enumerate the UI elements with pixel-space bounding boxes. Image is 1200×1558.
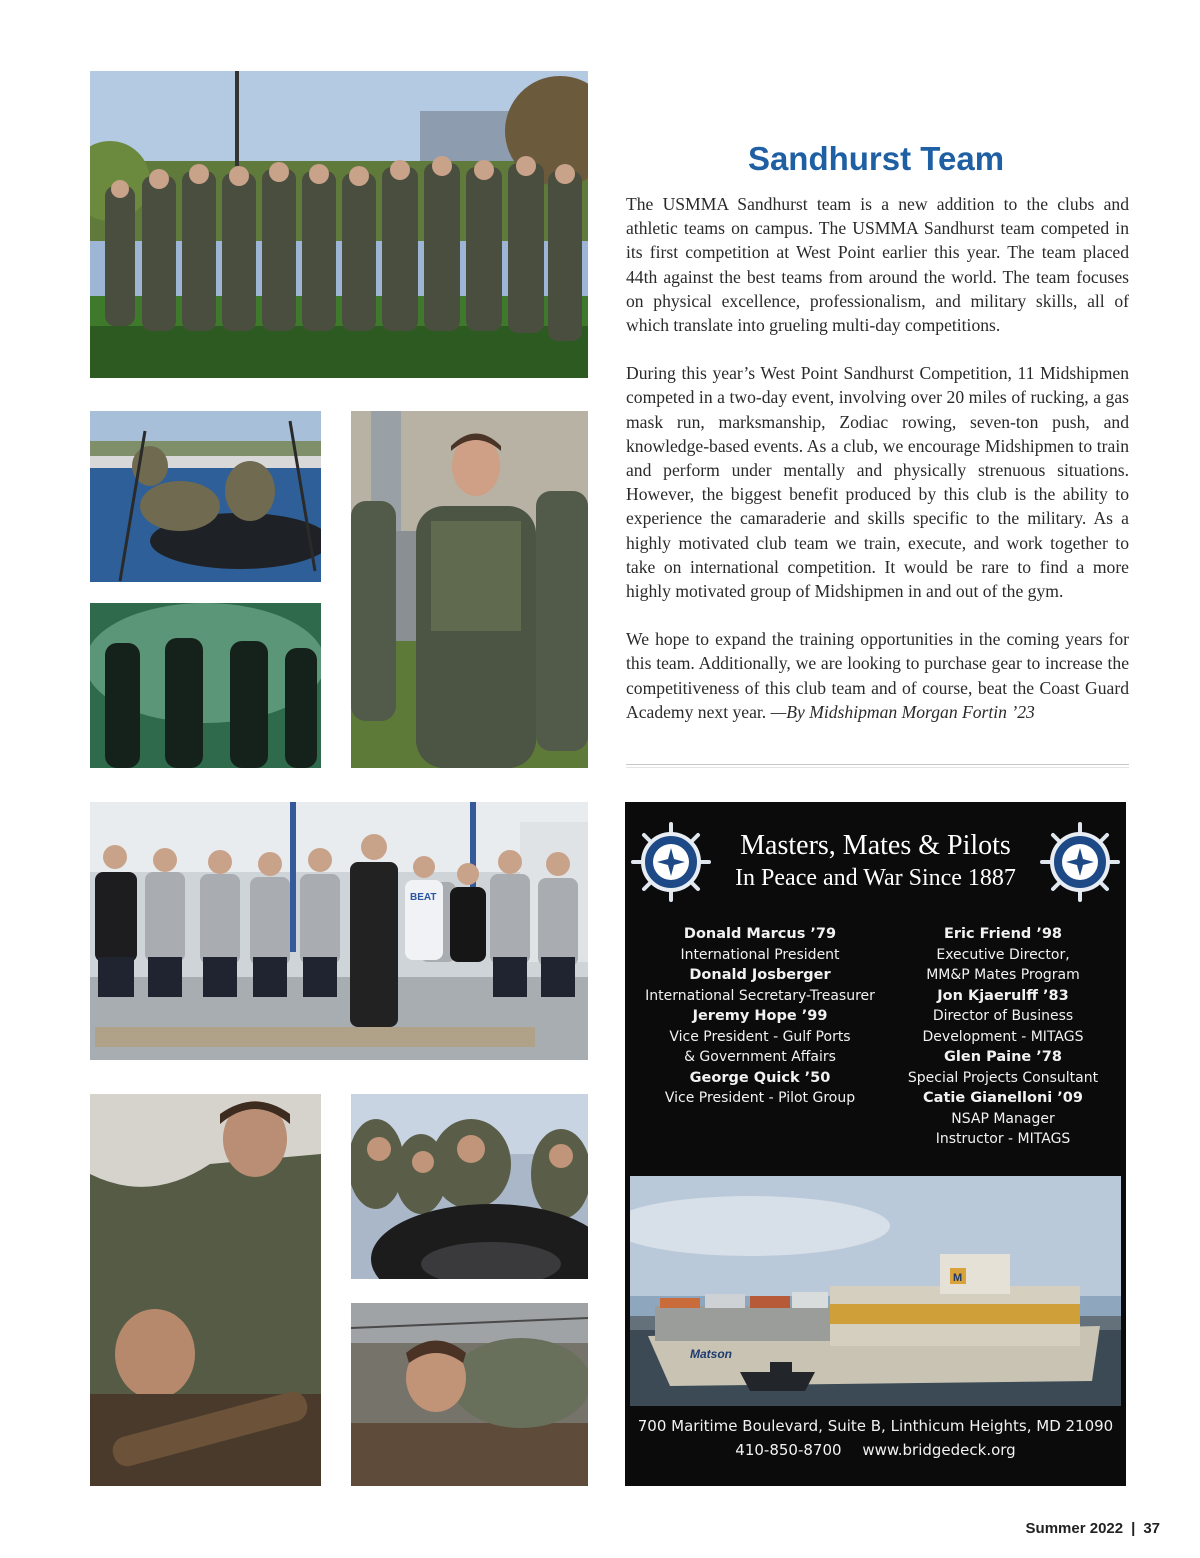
mmp-advertisement — [625, 802, 1126, 1486]
officer-name: Donald Josberger — [689, 967, 831, 983]
officer-role: Instructor - MITAGS — [935, 1131, 1071, 1147]
article-paragraph: The USMMA Sandhurst team is a new addition to the clubs and athletic teams on campus. The USMMA Sandhurst team competed in its first competition at West Point earlier this year. The team placed 44th against the best teams from around the world. The team focuses on physical excellence, professionalism, and military skills, all of which translate into grueling multi-day competitions. — [626, 194, 1129, 336]
officer-name: Donald Marcus ’79 — [683, 926, 837, 942]
officer-role: International President — [680, 946, 840, 963]
ad-title-line1: Masters, Mates & Pilots — [740, 830, 1011, 861]
officer-role: Executive Director, — [936, 946, 1070, 963]
ship-funnel-letter: M — [953, 1272, 963, 1284]
photo-low-crawl — [351, 1303, 588, 1486]
article-paragraph-last — [626, 627, 1129, 724]
officer-name: Jon Kjaerulff ’83 — [937, 987, 1069, 1004]
article-byline: —By Midshipman Morgan Fortin ’23 — [770, 701, 1035, 722]
page-folio — [1026, 1520, 1160, 1537]
ad-phone: 410-850-8700 — [735, 1441, 842, 1459]
ad-title — [625, 830, 1126, 894]
photo-zodiac-rowing — [90, 411, 321, 582]
article-headline: Sandhurst Team — [747, 140, 1005, 177]
photo-tire-flip — [351, 1094, 588, 1279]
article-paragraph: During this year’s West Point Sandhurst Competition, 11 Midshipmen competed in a two-day event, involving over 20 miles of rucking, a gas mask run, marksmanship, Zodiac rowing, seven-ton push, and knowledge-based events. As a club, we encourage Midshipmen to train and perform under mentally and physically strenuous situations. However, the biggest benefit produced by this club is the ability to experience the camaraderie and skills specific to the military. As a highly motivated club team we train, execute, and work together to take on international competition. It would be rare to find a more highly motivated group of Midshipmen in and out of the gym. — [626, 363, 1129, 602]
section-divider — [626, 764, 1129, 768]
officer-role: NSAP Manager — [951, 1110, 1055, 1127]
photo-midshipman-portrait — [351, 411, 588, 768]
ad-ship-photo — [630, 1176, 1121, 1406]
ad-officers-right — [893, 924, 1113, 1150]
officer-role: Vice President - Pilot Group — [664, 1090, 856, 1106]
issue-label: Summer 2022 — [1025, 1520, 1124, 1537]
officer-role: MM&P Mates Program — [926, 967, 1080, 983]
photo-team-gym — [90, 802, 588, 1060]
ship-hull-text: Matson — [690, 1347, 732, 1361]
officer-role: International Secretary-Treasurer — [645, 987, 875, 1004]
officer-name: George Quick ’50 — [689, 1069, 831, 1086]
folio-separator: | — [1131, 1520, 1136, 1537]
ad-title-line2: In Peace and War Since 1887 — [735, 865, 1016, 891]
photo-gas-mask-run — [90, 603, 321, 768]
ad-website-link[interactable]: www.bridgedeck.org — [862, 1441, 1016, 1459]
ad-officers-left — [635, 924, 885, 1109]
photo-log-carry — [90, 1094, 321, 1486]
officer-name: Eric Friend ’98 — [943, 926, 1063, 942]
photo-team-group-outdoors — [90, 71, 588, 378]
article-paragraph-text: We hope to expand the training opportunities in the coming years for this team. Additionally, we are looking to purchase gear to increase the competitiveness of this club team and of course, beat the Coast Guard Academy next year. — [626, 629, 1129, 722]
officer-role: Vice President - Gulf Ports — [669, 1028, 851, 1045]
officer-role: Development - MITAGS — [922, 1028, 1084, 1045]
article-body — [626, 192, 1129, 748]
page-number: 37 — [1143, 1520, 1160, 1537]
ad-contact — [625, 1414, 1126, 1462]
officer-role: Special Projects Consultant — [907, 1069, 1099, 1086]
officer-name: Catie Gianelloni ’09 — [923, 1090, 1083, 1106]
ad-address: 700 Maritime Boulevard, Suite B, Linthicum Heights, MD 21090 — [637, 1417, 1114, 1435]
officer-role: & Government Affairs — [684, 1049, 836, 1065]
shirt-text: BEAT — [410, 892, 437, 903]
officer-name: Jeremy Hope ’99 — [692, 1008, 828, 1024]
officer-name: Glen Paine ’78 — [944, 1049, 1062, 1065]
officer-role: Director of Business — [932, 1008, 1074, 1024]
